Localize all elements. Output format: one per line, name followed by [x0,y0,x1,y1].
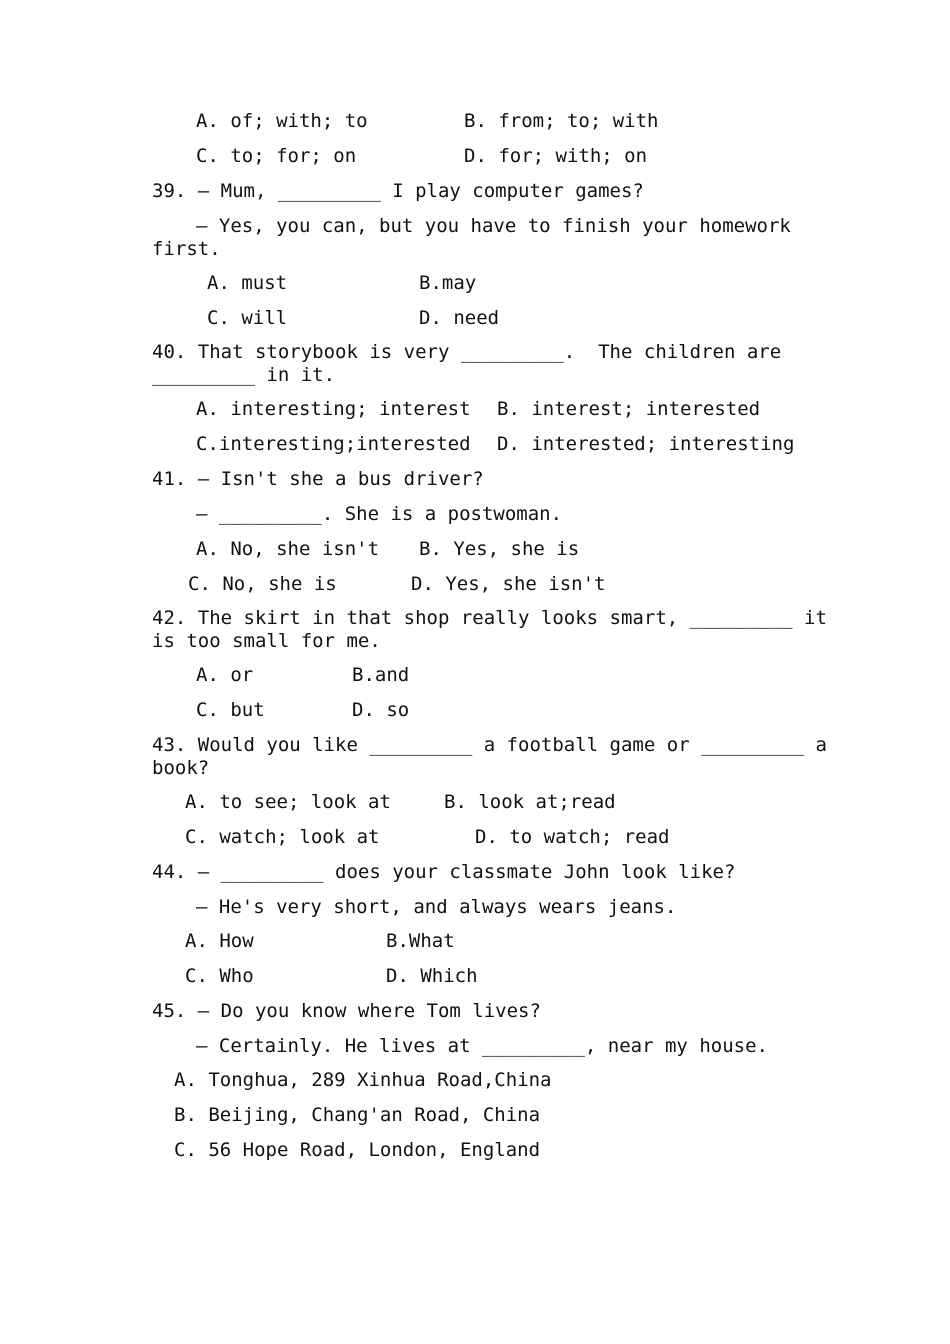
q42-option-c: C. but [196,699,265,721]
q45-option-b: B. Beijing, Chang'an Road, China [174,1104,541,1126]
q40-option-a: A. interesting; interest [196,398,471,420]
q44-answer-line: — He's very short, and always wears jeans. [196,896,677,918]
q41-answer-line: — _________. She is a postwoman. [196,503,563,525]
q44-option-b: B.What [386,930,455,952]
q39-option-d: D. need [419,307,500,329]
q42-option-a: A. or [196,664,254,686]
q40-option-d: D. interested; interesting [497,433,795,455]
q43-option-a: A. to see; look at [185,791,391,813]
q38-option-b: B. from; to; with [464,110,659,132]
q41-option-c: C. No, she is [188,573,337,595]
q40-option-c: C.interesting;interested [196,433,471,455]
q43-option-c: C. watch; look at [185,826,380,848]
q39-stem: 39. — Mum, _________ I play computer games? [152,180,644,202]
q41-option-d: D. Yes, she isn't [411,573,606,595]
q39-answer-line: — Yes, you can, but you have to finish your homework [196,215,791,237]
q38-option-d: D. for; with; on [464,145,648,167]
q39-option-b: B.may [419,272,477,294]
q45-option-c: C. 56 Hope Road, London, England [174,1139,541,1161]
q44-option-a: A. How [185,930,254,952]
q45-answer-line: — Certainly. He lives at _________, near my house. [196,1035,768,1057]
q45-stem: 45. — Do you know where Tom lives? [152,1000,541,1022]
q40-stem: 40. That storybook is very _________. The children are [152,341,782,363]
q44-option-d: D. Which [386,965,478,987]
q41-option-b: B. Yes, she is [419,538,580,560]
q41-stem: 41. — Isn't she a bus driver? [152,468,484,490]
q39-option-c: C. will [207,307,288,329]
q42-option-b: B.and [352,664,410,686]
q40-stem-cont: _________ in it. [152,364,336,386]
q43-option-d: D. to watch; read [475,826,670,848]
q42-stem-cont: is too small for me. [152,630,381,652]
q42-option-d: D. so [352,699,410,721]
q43-stem: 43. Would you like _________ a football game or _________ a [152,734,827,756]
q44-stem: 44. — _________ does your classmate John look like? [152,861,736,883]
q40-option-b: B. interest; interested [497,398,761,420]
q45-option-a: A. Tonghua, 289 Xinhua Road,China [174,1069,552,1091]
q43-stem-cont: book? [152,757,210,779]
q38-option-c: C. to; for; on [196,145,357,167]
q39-option-a: A. must [207,272,288,294]
q43-option-b: B. look at;read [444,791,616,813]
q41-option-a: A. No, she isn't [196,538,380,560]
q39-answer-line-cont: first. [152,238,221,260]
q38-option-a: A. of; with; to [196,110,368,132]
q42-stem: 42. The skirt in that shop really looks smart, _________ it [152,607,827,629]
q44-option-c: C. Who [185,965,254,987]
